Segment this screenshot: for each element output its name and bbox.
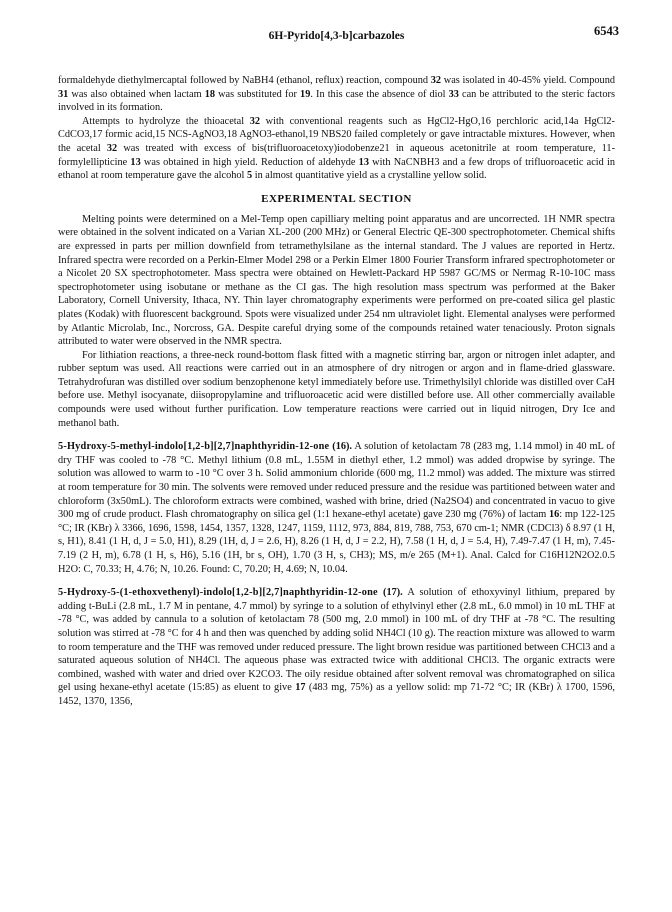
text-run: Compound: [569, 75, 615, 86]
compound-16-label: (16).: [332, 441, 353, 453]
text-run: . In this case the absence of diol: [310, 88, 449, 100]
text-run: : mp 122-125 °C; IR (KBr) λ 3366, 1696, 1598, 1454, 1357, 1328, 1247, 1159, 1112, 973, 884, 819, 788, 753, 670 cm-1; NMR (CDCl3) δ 8.97 (1 H, s, H1), 8.41 (1 H, d, J = 5.0, H1), 8.29 (1H, d, J = 2.6, H), 8.26 (1 H, d, J = 2.2, H), 7.58 (1 H, d, J = 5.4, H), 7.49-7.47 (1 H, m), 7.45-7.19 (2 H, m), 6.78 (1 H, s, H6), 5.16 (1H, br s, OH), 1.70 (3 H, s, CH3); MS, m/e 265 (M+1). Anal. Calcd for C16H12N2O2.0.5 H2O: C, 70.33; H, 4.76; N, 10.26. Found: C, 70.20; H, 4.69; N, 10.04.: [58, 509, 615, 575]
text-run: with NaCNBH3 and a few drops of trifluoroacetic acid in ethanol at room temperature gave the alcohol: [58, 156, 615, 182]
compound-number: 17: [295, 682, 306, 694]
compound-number: 32: [430, 75, 442, 86]
journal-page: [58, 24, 619, 709]
text-run: can be attributed to the steric factors involved in its formation.: [58, 88, 615, 114]
text-run: A solution of ketolactam 78 (283 mg, 1.14 mmol) in 40 mL of dry THF was cooled to -78 °C. Methyl lithium (0.8 mL, 1.55M in diethyl ether, 1.2 mmol) was added dropwise by syringe. The solution was allowed to warm to -10 °C over 3 h. Solid ammonium chloride (600 mg, 11.2 mmol) was added. The mixture was stirred at room temperature for 30 min. The solvents were removed under reduced pressure and the residue was partitioned between water and chloroform (3x50mL). The chloroform extracts were combined, washed with brine, dried (Na2SO4) and concentrated in vacuo to give 300 mg of crude product. Flash chromatography on silica gel (1:1 hexane-ethyl acetate) gave 230 mg (76%) of lactam: [58, 441, 615, 521]
text-run: was treated with excess of bis(trifluoroacetoxy)iodobenze21 in aqueous acetonitrile at room temperature, 11-formylellipticine: [58, 142, 616, 168]
compound-number: 16: [549, 509, 560, 521]
compound-17-label: (17).: [383, 587, 403, 599]
intro-paragraph: [58, 74, 615, 115]
compound-number: 13: [358, 156, 369, 168]
text-run: formaldehyde diethylmercaptal followed by NaBH4 (ethanol, reflux) reaction, compound: [58, 75, 431, 86]
page-number: 6543: [594, 24, 619, 38]
text-run: (483 mg, 75%) as a yellow solid: mp 71-72 °C; IR (KBr) λ 1700, 1596, 1452, 1370, 1356,: [58, 682, 616, 707]
compound-number: 31: [58, 88, 69, 100]
text-run: in almost quantitative yield as a crystalline yellow solid.: [252, 170, 487, 182]
general-methods-paragraph: Melting points were determined on a Mel-Temp open capilliary melting point apparatus and are uncorrected. 1H NMR spectra were obtained in the solvent indicated on a Varian XL-200 (200 MHz) or General Electric QE-300 spectrophotometer. Chemical shifts are expressed in parts per million downfield from tetramethylsilane as the internal standard. The J values are reported in Hertz. Infrared spectra were recorded on a Perkin-Elmer Model 298 or a Perkin Elmer 1800 Fourier Transform infrared spectrophotometer or a Nicolet 20 SX spectrophotometer. Mass spectra were obtained on Hewlett-Packard HP 5987 GC/MS or Nermag R-10-10C mass spectrophotometer using isobutane or methane as the CI gas. The high resolution mass spectrum was performed at the Baker Laboratory, Cornell University, Ithaca, NY. Thin layer chromatography experiments were performed on pre-coated silica gel plastic plates (Kodak) with fluorescent background. Spots were visualized under 254 nm ultraviolet light. Elemental analyses were performed by Atlantic Microlab, Inc., Norcross, GA. Despite careful drying some of the compounds retained water tenaciously. Proton signals attributed to water were observed in the NMR spectra.: [58, 213, 615, 348]
attempts-paragraph: [58, 115, 615, 183]
compound-16-title: 5-Hydroxy-5-methyl-indolo[1,2-b][2,7]naphthyridin-12-one: [58, 441, 330, 453]
compound-number: 32: [249, 115, 261, 127]
lithiation-paragraph: For lithiation reactions, a three-neck round-bottom flask fitted with a magnetic stirring bar, argon or nitrogen inlet adapter, and rubber septum was used. All reactions were carried out in an atmosphere of dry nitrogen or argon and in flame-dried glassware. Tetrahydrofuran was distilled over sodium benzophenone ketyl immediately before use. Trimethylsilyl chloride was distilled over CaH before use. Methyl isocyanate, diisopropylamine and trifluoroacetic acid were distilled before use. All other commercially available compounds were used without further purification. Low temperature reactions were carried out in liquid nitrogen, Dry Ice and methanol bath.: [58, 349, 615, 429]
compound-number: 18: [204, 88, 215, 100]
compound-number: 5: [246, 170, 253, 182]
page-header: [58, 24, 619, 46]
section-heading: EXPERIMENTAL SECTION: [261, 192, 412, 205]
text-run: was substituted for: [215, 88, 301, 100]
text-run: was isolated in 40-45% yield.: [441, 75, 570, 86]
compound-17-title: 5-Hydroxy-5-(1-ethoxvethenyl)-indolo[1,2-b][2,7]naphthyridin-12-one: [58, 587, 378, 599]
text-run: Attempts to hydrolyze the thioacetal: [82, 115, 250, 127]
text-run: was obtained in high yield. Reduction of aldehyde: [140, 156, 359, 168]
compound-number: 13: [130, 156, 141, 168]
compound-number: 33: [448, 88, 459, 100]
running-title: 6H-Pyrido[4,3-b]carbazoles: [268, 30, 405, 42]
text-run: was also obtained when lactam: [68, 88, 205, 100]
text-run: A solution of ethoxyvinyl lithium, prepared by adding t-BuLi (2.8 mL, 1.7 M in pentane, 4.7 mmol) by syringe to a solution of ethylvinyl ether (2.8 mL, 6.0 mmol) in 10 mL THF at -78 °C, was added by cannula to a solution of ketolactam 78 (500 mg, 2.0 mmol) in 100 mL of dry THF at -78 °C. The resulting solution was stirred at -78 °C for 4 h and then was quenched by adding solid NH4Cl (10 g). The reaction mixture was allowed to warm to room temperature and the THF was removed under reduced pressure. The light brown residue was partitioned between CHCl3 and a saturated aqueous solution of NH4Cl. The aqueous phase was extracted twice with additional CHCl3. The organic extracts were combined, washed with water and dried over K2CO3. The oily residue obtained after solvent removal was chromatographed on silica gel using hexane-ethyl acetate (15:85) as eluent to give: [58, 587, 616, 694]
compound-number: 19: [300, 88, 311, 100]
compound-16-procedure: [58, 440, 615, 576]
text-run: with conventional reagents such as HgCl2-HgO,16 perchloric acid,14a HgCl2-CdCO3,17 formic acid,15 NCS-AgNO3,18 AgNO3-ethanol,19 NBS20 failed completely or gave intractable mixtures. However, when the acetal: [58, 115, 615, 154]
compound-number: 32: [106, 142, 118, 154]
compound-17-procedure: [58, 586, 615, 708]
